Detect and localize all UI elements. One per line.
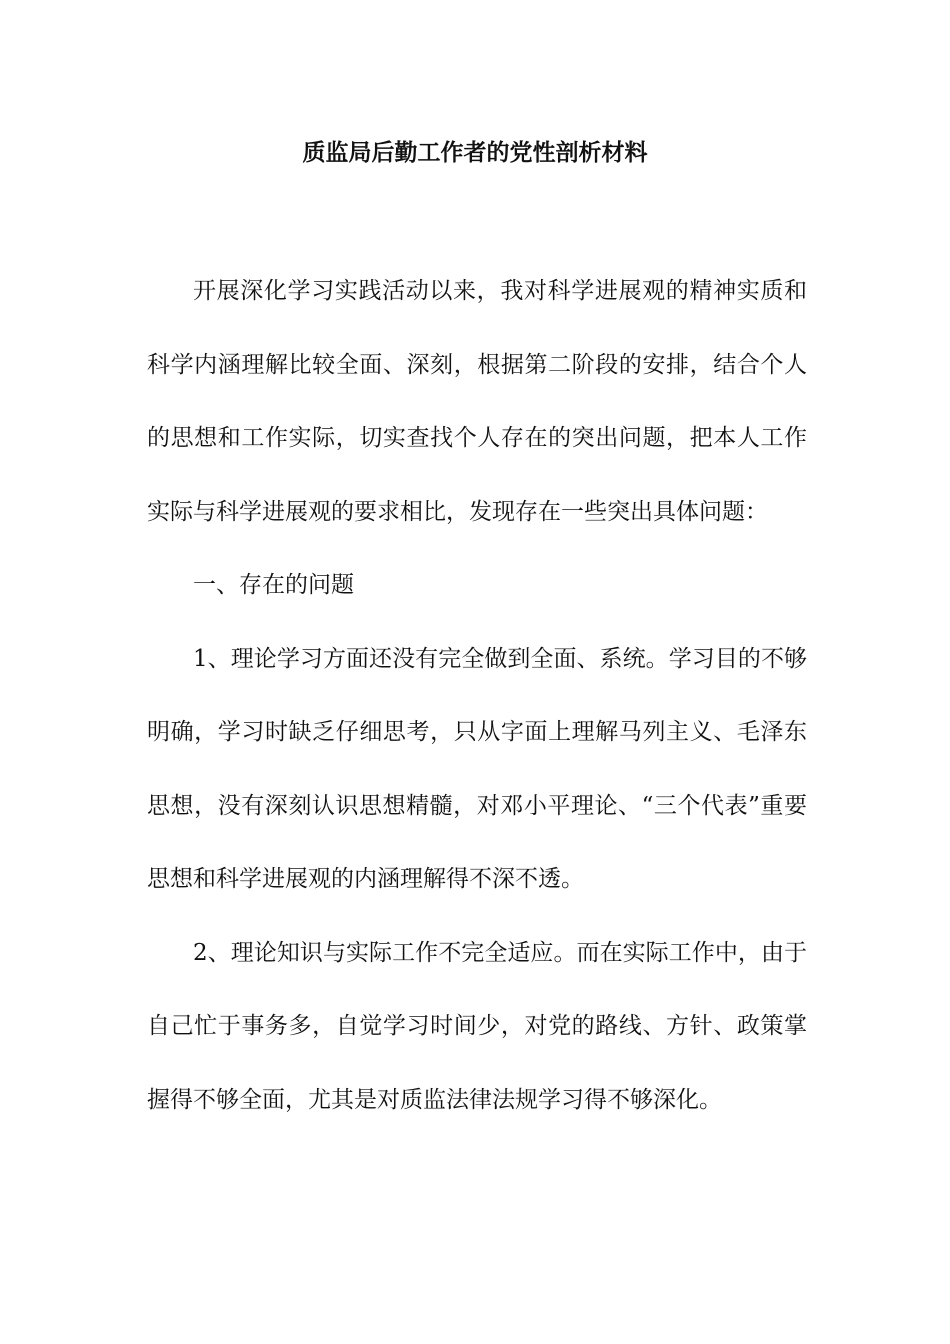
intro-paragraph: 开展深化学习实践活动以来，我对科学进展观的精神实质和科学内涵理解比较全面、深刻，根据第二阶段的安排，结合个人的思想和工作实际，切实查找个人存在的突出问题，把本人工作实际与科学进展观的要求相比，发现存在一些突出具体问题： <box>147 278 807 525</box>
section-heading-problems: 一、存在的问题 <box>193 572 354 598</box>
problem-item-1: 1、理论学习方面还没有完全做到全面、系统。学习目的不够明确，学习时缺乏仔细思考，只从字面上理解马列主义、毛泽东思想，没有深刻认识思想精髓，对邓小平理论、“三个代表”重要思想和科学进展观的内涵理解得不深不透。 <box>147 645 807 892</box>
problem-item-2: 2、理论知识与实际工作不完全适应。而在实际工作中，由于自己忙于事务多，自觉学习时间少，对党的路线、方针、政策掌握得不够全面，尤其是对质监法律法规学习得不够深化。 <box>147 939 807 1113</box>
document-body <box>147 255 807 1137</box>
document-title: 质监局后勤工作者的党性剖析材料 <box>302 140 648 166</box>
